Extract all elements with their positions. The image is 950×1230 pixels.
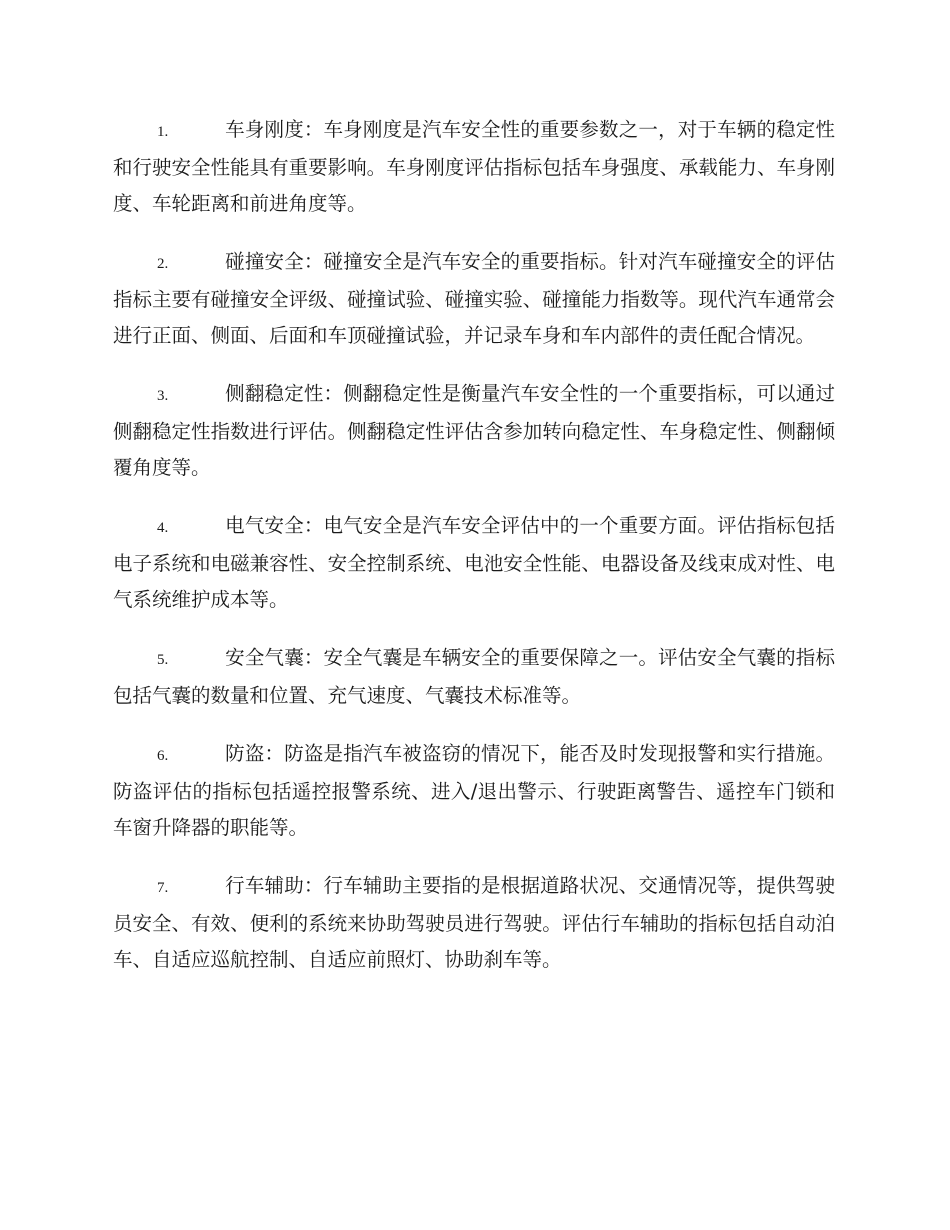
list-item-text: 行车辅助：行车辅助主要指的是根据道路状况、交通情况等，提供驾驶员安全、有效、便利的系统来协助驾驶员进行驾驶。评估行车辅助的指标包括自动泊车、自适应巡航控制、自适应前照灯、协助刹车等。 [113,874,835,971]
document-body [113,112,835,1000]
list-item [113,868,835,978]
list-item [113,112,835,222]
list-item [113,508,835,618]
list-item-text: 车身刚度：车身刚度是汽车安全性的重要参数之一，对于车辆的稳定性和行驶安全性能具有重要影响。车身刚度评估指标包括车身强度、承载能力、车身刚度、车轮距离和前进角度等。 [113,118,835,215]
list-item-text: 防盗：防盗是指汽车被盗窃的情况下，能否及时发现报警和实行措施。防盗评估的指标包括遥控报警系统、进入/退出警示、行驶距离警告、遥控车门锁和车窗升降器的职能等。 [113,742,835,839]
list-item [113,640,835,714]
list-item-number: 4. [157,520,169,536]
list-item [113,376,835,486]
list-item-number: 2. [157,256,169,272]
list-item-number: 7. [157,880,169,896]
list-item-text: 侧翻稳定性：侧翻稳定性是衡量汽车安全性的一个重要指标，可以通过侧翻稳定性指数进行评估。侧翻稳定性评估含参加转向稳定性、车身稳定性、侧翻倾覆角度等。 [113,382,835,479]
list-item-number: 5. [157,652,169,668]
list-item-number: 3. [157,388,169,404]
list-item-text: 碰撞安全：碰撞安全是汽车安全的重要指标。针对汽车碰撞安全的评估指标主要有碰撞安全评级、碰撞试验、碰撞实验、碰撞能力指数等。现代汽车通常会进行正面、侧面、后面和车顶碰撞试验，并记录车身和车内部件的责任配合情况。 [113,250,835,347]
list-item [113,244,835,354]
list-item-number: 6. [157,748,169,764]
list-item-number: 1. [157,124,169,140]
list-item [113,736,835,846]
list-item-text: 电气安全：电气安全是汽车安全评估中的一个重要方面。评估指标包括电子系统和电磁兼容性、安全控制系统、电池安全性能、电器设备及线束成对性、电气系统维护成本等。 [113,514,835,611]
list-item-text: 安全气囊：安全气囊是车辆安全的重要保障之一。评估安全气囊的指标包括气囊的数量和位置、充气速度、气囊技术标准等。 [113,646,835,707]
